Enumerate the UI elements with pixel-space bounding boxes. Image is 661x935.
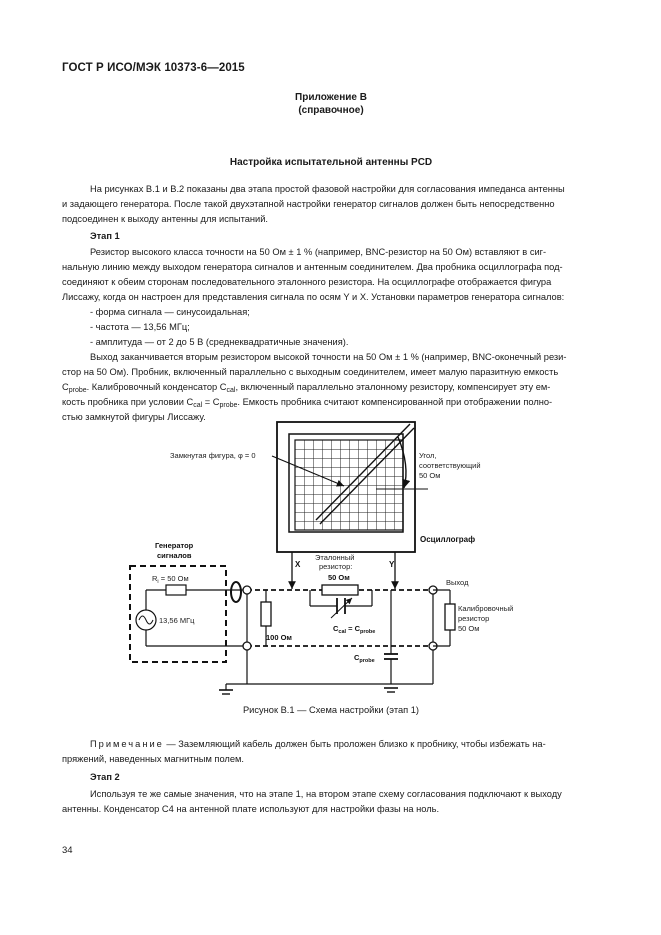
closed-figure-label: Замкнутая фигура, φ = 0: [170, 451, 256, 460]
step2-heading: Этап 2: [90, 772, 120, 782]
step1-p2-line-5: стью замкнутой фигуры Лиссажу.: [62, 412, 206, 422]
step1-p1-line-3: соединяют к обеим сторонам последовательного эталонного резистора. На осциллографе отображается фигура: [62, 277, 552, 287]
intro-line-2: и задающего генератора. После такой двухэтапной настройки генератор сигналов должен быть непосредственно: [62, 199, 555, 209]
generator-label-2: сигналов: [157, 551, 192, 560]
section-title: Настройка испытательной антенны PCD: [229, 157, 433, 168]
step1-p1-line-4: Лиссажу, когда он настроен для представления сигнала по осям Y и X. Установки параметров генератора сигналов:: [62, 292, 565, 302]
ref-resistor-value: 50 Ом: [328, 573, 350, 582]
intro-line-3: подсоединен к выходу антенны для испытаний.: [62, 214, 269, 224]
appendix-subtitle: (справочное): [298, 105, 364, 116]
ccal-variable-arrow: [331, 598, 352, 618]
r100-label: 100 Ом: [266, 633, 292, 642]
step2-line-2: антенны. Конденсатор C4 на антенной плате используют для настройки фазы на ноль.: [62, 804, 440, 814]
setting-waveform: - форма сигнала — синусоидальная;: [90, 307, 250, 317]
input-connector-bottom: [243, 642, 251, 650]
angle-label-2: соответствующий: [419, 461, 481, 470]
oscilloscope-label: Осциллограф: [420, 535, 476, 544]
appendix-title: Приложение В: [295, 92, 367, 103]
coax-loop: [231, 582, 241, 602]
ref-resistor-label-2: резистор:: [319, 562, 353, 571]
step1-p2-line-1: Выход заканчивается вторым резистором высокой точности на 50 Ом ± 1 % (например, BNC-оконечный рези-: [90, 352, 567, 362]
document-header: ГОСТ Р ИСО/МЭК 10373-6—2015: [62, 62, 245, 74]
r100-resistor: [261, 602, 271, 626]
ref-resistor-label-1: Эталонный: [315, 553, 355, 562]
note-line-2: пряжений, наведенных магнитным полем.: [62, 754, 244, 764]
freq-label: 13,56 МГц: [159, 616, 195, 625]
ccal-label: $C_{cal} = C_{probe}$: [333, 624, 376, 635]
setting-amplitude: - амплитуда — от 2 до 5 В (среднеквадратичные значения).: [90, 337, 349, 347]
step1-p1-line-2: нальную линию между выходом генератора сигналов и антенным соединителем. Два пробника осциллографа под-: [62, 262, 563, 272]
cal-resistor-label-2: резистор: [458, 614, 490, 623]
figure-caption: Рисунок В.1 — Схема настройки (этап 1): [242, 705, 420, 715]
setting-frequency: - частота — 13,56 МГц;: [90, 322, 190, 332]
step1-p2-line-2: стор на 50 Ом). Пробник, включенный параллельно с выходным соединителем, имеет малую паразитную емкость: [62, 367, 559, 377]
page-number: 34: [62, 845, 73, 856]
cal-resistor-label-1: Калибровочный: [458, 604, 514, 613]
ri-label: $R_i = 50$ Ом: [152, 574, 189, 585]
step1-heading: Этап 1: [90, 231, 120, 241]
step1-p1-line-1: Резистор высокого класса точности на 50 Ом ± 1 % (например, BNC-резистор на 50 Ом) вставляют в сиг-: [90, 247, 547, 257]
oscilloscope-grid: [295, 440, 403, 530]
y-label: Y: [389, 560, 395, 569]
cprobe-label: $C_{probe}$: [354, 653, 375, 664]
output-label: Выход: [446, 578, 469, 587]
intro-line-1: На рисунках В.1 и В.2 показаны два этапа простой фазовой настройки для согласования импеданса антенны: [90, 184, 565, 194]
angle-label-1: Угол,: [419, 451, 437, 460]
x-label: X: [295, 560, 301, 569]
angle-label-3: 50 Ом: [419, 471, 441, 480]
note-line-1: Примечание — Заземляющий кабель должен быть проложен близко к пробнику, чтобы избежать на-: [90, 739, 546, 749]
ri-resistor: [166, 585, 186, 595]
step2-line-1: Используя те же самые значения, что на этапе 1, на втором этапе схему согласования подключают к выходу: [90, 789, 562, 799]
ref-resistor: [322, 585, 358, 595]
input-connector-top: [243, 586, 251, 594]
step1-p2-line-4: кость пробника при условии $C_{cal} = C_{probe}$. Емкость пробника считают компенсированной при отображении полно-: [62, 397, 553, 409]
generator-label-1: Генератор: [155, 541, 194, 550]
step1-p2-line-3: $C_{probe}$. Калибровочный конденсатор $C_{cal}$, включенный параллельно эталонному резистору, компенсирует эту ем-: [62, 382, 551, 394]
cal-resistor-label-3: 50 Ом: [458, 624, 480, 633]
cal-resistor: [445, 604, 455, 630]
